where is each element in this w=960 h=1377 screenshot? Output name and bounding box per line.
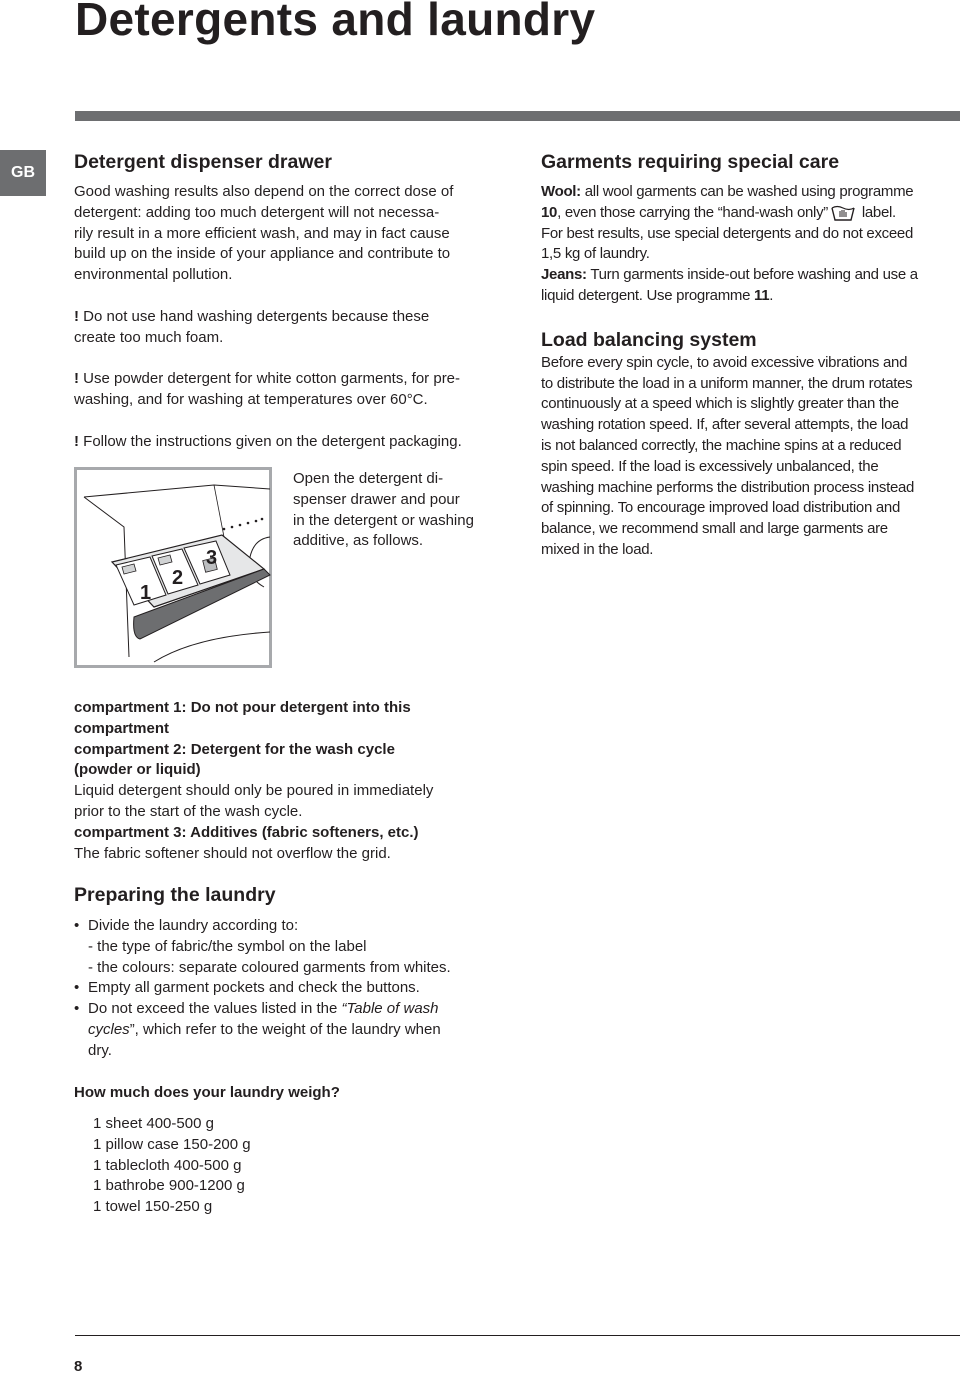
weights-list <box>93 1114 393 1218</box>
hand-wash-icon <box>830 204 856 222</box>
warning-mark: ! <box>74 307 79 325</box>
compartment-label-3: 3 <box>206 547 218 569</box>
compartments-description <box>74 698 499 864</box>
compartment-2-label: compartment 2: Detergent for the wash cycle (powder or liquid) <box>74 740 395 779</box>
list-item: • Do not exceed the values listed in the “Table of wash cycles”, which refer to the weight of the laundry when dry. <box>74 1000 441 1059</box>
compartment-3-label: compartment 3: Additives (fabric softeners, etc.) <box>74 823 419 841</box>
list-item: - the colours: separate coloured garments from whites. <box>88 958 451 976</box>
list-item: • Divide the laundry according to: <box>74 917 299 934</box>
warning-powder-detergent: ! Use powder detergent for white cotton garments, for pre- washing, and for washing at temperatures over 60°C. <box>74 370 461 408</box>
page-title: Detergents and laundry <box>75 0 596 45</box>
figure-caption: Open the detergent di- spenser drawer and pour in the detergent or washing additive, as follows. <box>293 470 474 550</box>
load-balancing-heading: Load balancing system <box>541 328 757 351</box>
jeans-paragraph: Jeans: Turn garments inside-out before washing and use a liquid detergent. Use programme 11. <box>541 266 918 304</box>
preparing-section <box>74 882 499 1062</box>
compartment-1-label: compartment 1: Do not pour detergent into this compartment <box>74 699 411 737</box>
dispenser-drawer-illustration <box>74 467 272 668</box>
compartment-label-2: 2 <box>172 567 184 589</box>
warning-packaging: ! Follow the instructions given on the detergent packaging. <box>74 432 462 450</box>
title-underline-bar <box>75 111 960 121</box>
wool-paragraph: Wool: all wool garments can be washed using programme 10, even those carrying the “hand-wash only” label. For best results, use special detergents and do not exceed 1,5 kg of laundry. <box>541 183 914 263</box>
load-balancing-text: Before every spin cycle, to avoid excessive vibrations and to distribute the load in a uniform manner, the drum rotates continuously at a speed which is slightly greater than the washing rotation speed. If, after several attempts, the load is not balanced correctly, the machine spins at a reduced spin speed. If the load is excessively unbalanced, the washing machine performs the distribution process instead of spinning. To encourage improved load distribution and balance, we recommend small and large garments are mixed in the load. <box>541 353 915 558</box>
preparing-heading: Preparing the laundry <box>74 884 276 906</box>
compartment-2-text: Liquid detergent should only be poured in immediately prior to the start of the wash cycle. <box>74 782 434 820</box>
list-item: 1 tablecloth 400-500 g <box>93 1156 242 1174</box>
language-tab: GB <box>0 150 46 196</box>
left-column <box>74 149 499 452</box>
footer-rule <box>75 1335 960 1336</box>
list-item: 1 pillow case 150-200 g <box>93 1135 251 1153</box>
warning-mark: ! <box>74 432 79 450</box>
preparing-list <box>74 916 499 1062</box>
dispenser-heading: Detergent dispenser drawer <box>74 151 332 173</box>
list-item: • Empty all garment pockets and check the buttons. <box>74 979 420 997</box>
special-care-heading: Garments requiring special care <box>541 151 840 173</box>
compartment-label-1: 1 <box>140 582 152 604</box>
list-item: 1 towel 150-250 g <box>93 1198 213 1216</box>
list-item: - the type of fabric/the symbol on the label <box>88 937 367 955</box>
list-item: 1 bathrobe 900-1200 g <box>93 1177 245 1195</box>
right-column <box>541 149 960 561</box>
weigh-question: How much does your laundry weigh? <box>74 1084 340 1101</box>
list-item: 1 sheet 400-500 g <box>93 1115 214 1132</box>
warning-hand-detergent: ! Do not use hand washing detergents because these create too much foam. <box>74 307 430 346</box>
dispenser-intro: Good washing results also depend on the correct dose of detergent: adding too much detergent will not necessa- rily result in a more efficient wash, and may in fact cause build up on the inside of your appliance and contribute to environmental pollution. <box>74 183 454 284</box>
compartment-3-text: The fabric softener should not overflow the grid. <box>74 844 391 862</box>
warning-mark: ! <box>74 370 79 388</box>
page-number: 8 <box>74 1358 83 1375</box>
